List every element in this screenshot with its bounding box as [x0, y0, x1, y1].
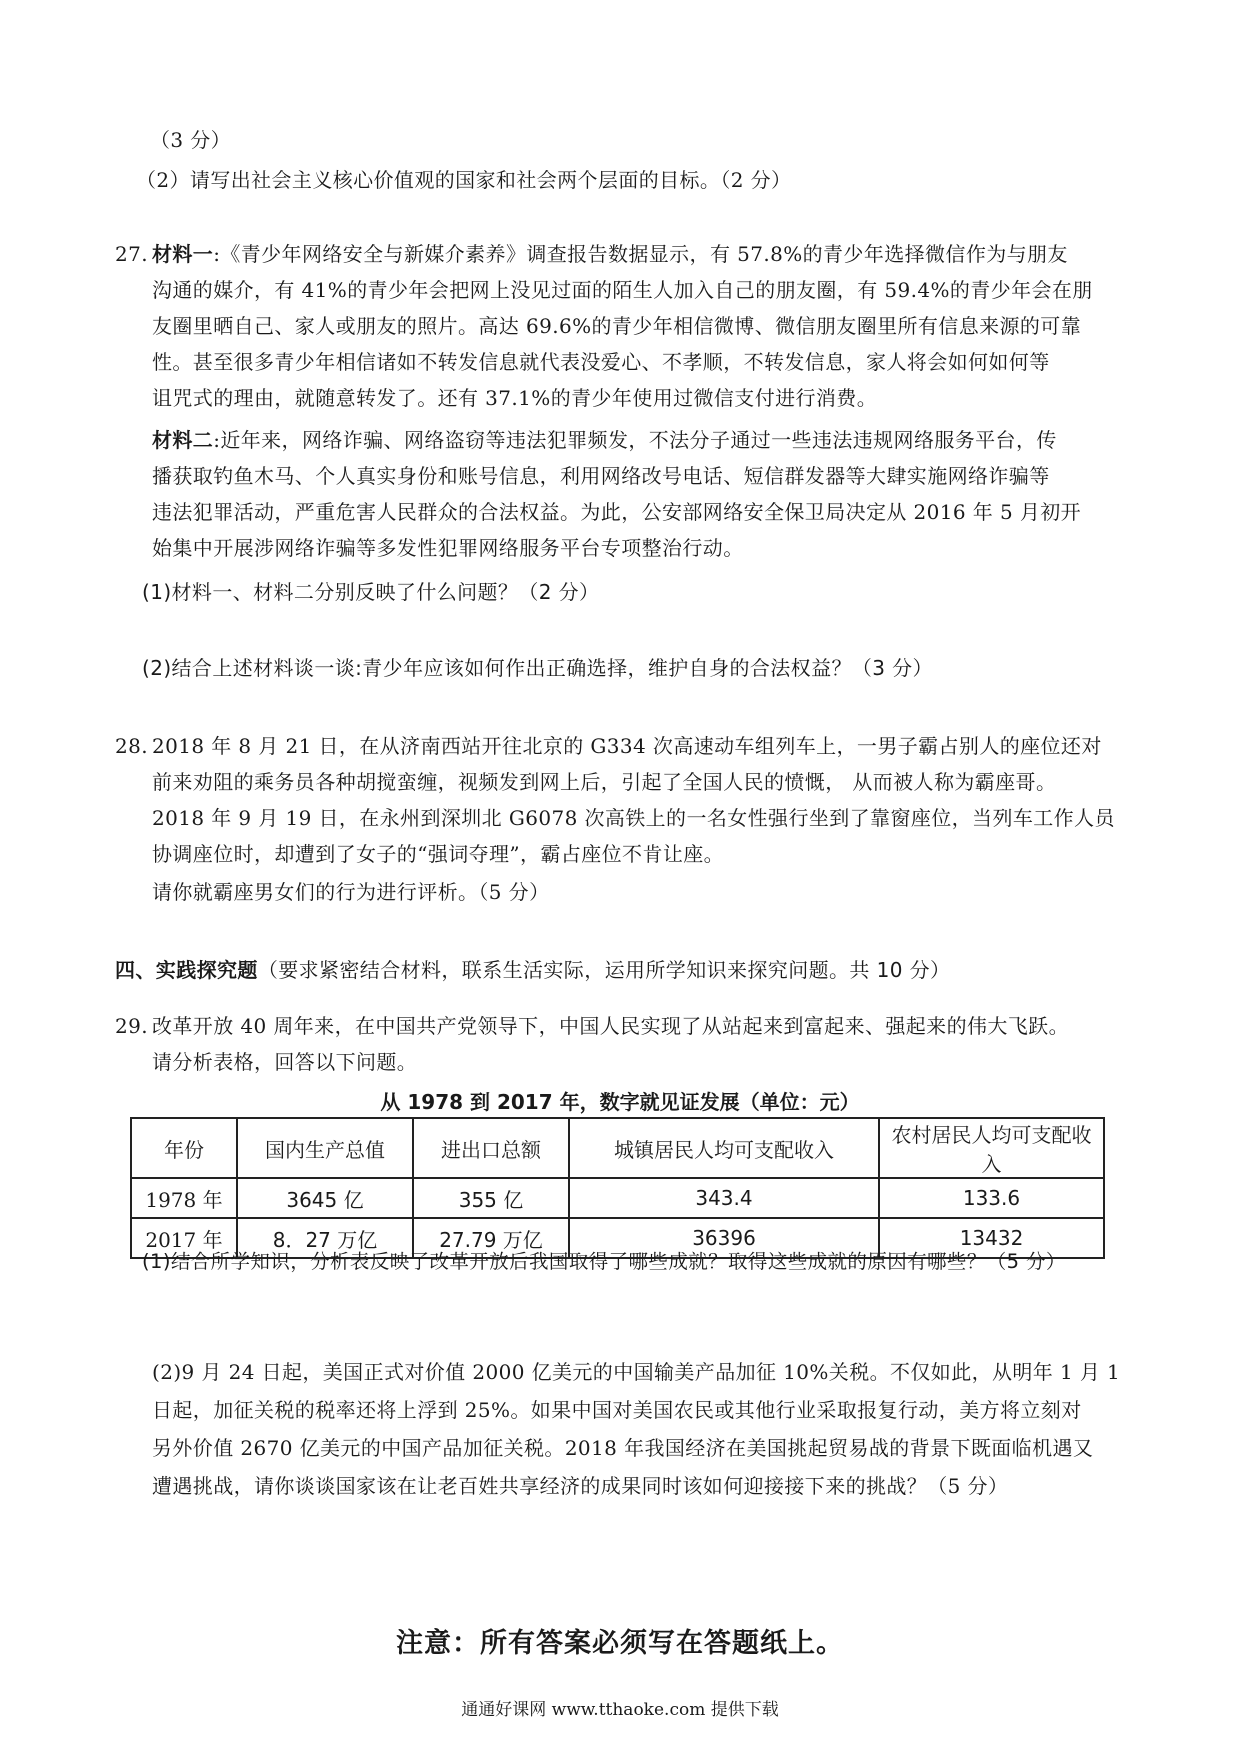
table-cell: 8．27 万亿 [237, 1218, 413, 1258]
section4-heading-line [115, 956, 950, 984]
page-footer: 通通好课网 www.tthaoke.com 提供下载 [461, 1700, 779, 1720]
q28-line: 前来劝阻的乘务员各种胡搅蛮缠，视频发到网上后，引起了全国人民的愤慨， 从而被人称为霸座哥。 [152, 770, 1057, 794]
q27-number: 27. [115, 242, 149, 266]
table-row [131, 1178, 1104, 1218]
q27-material2-first-line [152, 426, 1057, 454]
q27-material1-text: :《青少年网络安全与新媒介素养》调查报告数据显示，有 57.8%的青少年选择微信作为与朋友 [213, 242, 1068, 266]
q29-subquestion-2-line: 另外价值 2670 亿美元的中国产品加征关税。2018 年我国经济在美国挑起贸易战的背景下既面临机遇又 [152, 1436, 1094, 1460]
q29-data-table [130, 1117, 1105, 1259]
table-header-cell: 进出口总额 [413, 1118, 569, 1178]
table-cell: 13432 [879, 1218, 1104, 1258]
table-header-cell: 城镇居民人均可支配收入 [569, 1118, 879, 1178]
table-header-cell: 国内生产总值 [237, 1118, 413, 1178]
q29-subquestion-1: (1)结合所学知识，分析表反映了改革开放后我国取得了哪些成就？取得这些成就的原因有哪些？（5 分） [142, 1250, 1066, 1273]
table-cell: 133.6 [879, 1178, 1104, 1218]
q27-material1-line: 性。甚至很多青少年相信诸如不转发信息就代表没爱心、不孝顺，不转发信息，家人将会如何如何等 [152, 350, 1050, 374]
q29-subquestion-2-line: 遭遇挑战，请你谈谈国家该在让老百姓共享经济的成果同时该如何迎接接下来的挑战？（5 分） [152, 1474, 1009, 1498]
q29-intro-line: 请分析表格，回答以下问题。 [152, 1050, 418, 1074]
table-cell: 2017 年 [131, 1218, 237, 1258]
q27-material1-line: 诅咒式的理由，就随意转发了。还有 37.1%的青少年使用过微信支付进行消费。 [152, 386, 878, 410]
q27-material2-line: 违法犯罪活动，严重危害人民群众的合法权益。为此，公安部网络安全保卫局决定从 2016 年 5 月初开 [152, 500, 1082, 524]
q29-number: 29. [115, 1014, 149, 1038]
table-cell: 343.4 [569, 1178, 879, 1218]
section4-heading: 四、实践探究题 [115, 958, 258, 982]
q27-material2-line: 始集中开展涉网络诈骗等多发性犯罪网络服务平台专项整治行动。 [152, 536, 744, 560]
answer-sheet-notice: 注意：所有答案必须写在答题纸上。 [396, 1628, 844, 1659]
table-header-cell: 年份 [131, 1118, 237, 1178]
q27-material2-label: 材料二 [152, 428, 214, 452]
table-header-row [131, 1118, 1104, 1178]
q26-subquestion-2: （2）请写出社会主义核心价值观的国家和社会两个层面的目标。（2 分） [136, 168, 792, 192]
table-header-cell: 农村居民人均可支配收入 [879, 1118, 1104, 1178]
q27-material2-text: :近年来，网络诈骗、网络盗窃等违法犯罪频发，不法分子通过一些违法违规网络服务平台，传 [213, 428, 1057, 452]
table-cell: 3645 亿 [237, 1178, 413, 1218]
table-cell: 1978 年 [131, 1178, 237, 1218]
table-cell: 27.79 万亿 [413, 1218, 569, 1258]
q27-subquestion-1: (1)材料一、材料二分别反映了什么问题？（2 分） [142, 580, 600, 604]
q27-material1-line: 友圈里晒自己、家人或朋友的照片。高达 69.6%的青少年相信微博、微信朋友圈里所有信息来源的可靠 [152, 314, 1082, 338]
q27-subquestion-2: (2)结合上述材料谈一谈:青少年应该如何作出正确选择，维护自身的合法权益？（3 分） [142, 656, 933, 680]
q29-subquestion-2-line: 日起，加征关税的税率还将上浮到 25%。如果中国对美国农民或其他行业采取报复行动，美方将立刻对 [152, 1398, 1082, 1422]
q27-material1-first-line [152, 240, 1068, 268]
section4-note: （要求紧密结合材料，联系生活实际，运用所学知识来探究问题。共 10 分） [257, 958, 951, 982]
table-cell: 36396 [569, 1218, 879, 1258]
q29-intro-line: 改革开放 40 周年来，在中国共产党领导下，中国人民实现了从站起来到富起来、强起来的伟大飞跃。 [152, 1014, 1069, 1038]
q28-line: 2018 年 8 月 21 日，在从济南西站开往北京的 G334 次高速动车组列车上，一男子霸占别人的座位还对 [152, 734, 1102, 758]
q28-number: 28. [115, 734, 149, 758]
q29-subquestion-2-line: (2)9 月 24 日起，美国正式对价值 2000 亿美元的中国输美产品加征 10%关税。不仅如此，从明年 1 月 1 [152, 1360, 1121, 1384]
q28-line: 2018 年 9 月 19 日，在永州到深圳北 G6078 次高铁上的一名女性强行坐到了靠窗座位，当列车工作人员 [152, 806, 1115, 830]
table-cell: 355 亿 [413, 1178, 569, 1218]
q27-material2-line: 播获取钓鱼木马、个人真实身份和账号信息，利用网络改号电话、短信群发器等大肆实施网络诈骗等 [152, 464, 1050, 488]
q29-table-title: 从 1978 到 2017 年，数字就见证发展（单位：元） [380, 1090, 860, 1114]
q28-line: 协调座位时，却遭到了女子的“强词夺理”，霸占座位不肯让座。 [152, 842, 725, 866]
q26-score-tail: （3 分） [150, 128, 232, 152]
q27-material1-label: 材料一 [152, 242, 214, 266]
q28-prompt: 请你就霸座男女们的行为进行评析。（5 分） [152, 880, 550, 904]
q27-material1-line: 沟通的媒介，有 41%的青少年会把网上没见过面的陌生人加入自己的朋友圈，有 59.4%的青少年会在朋 [152, 278, 1093, 302]
